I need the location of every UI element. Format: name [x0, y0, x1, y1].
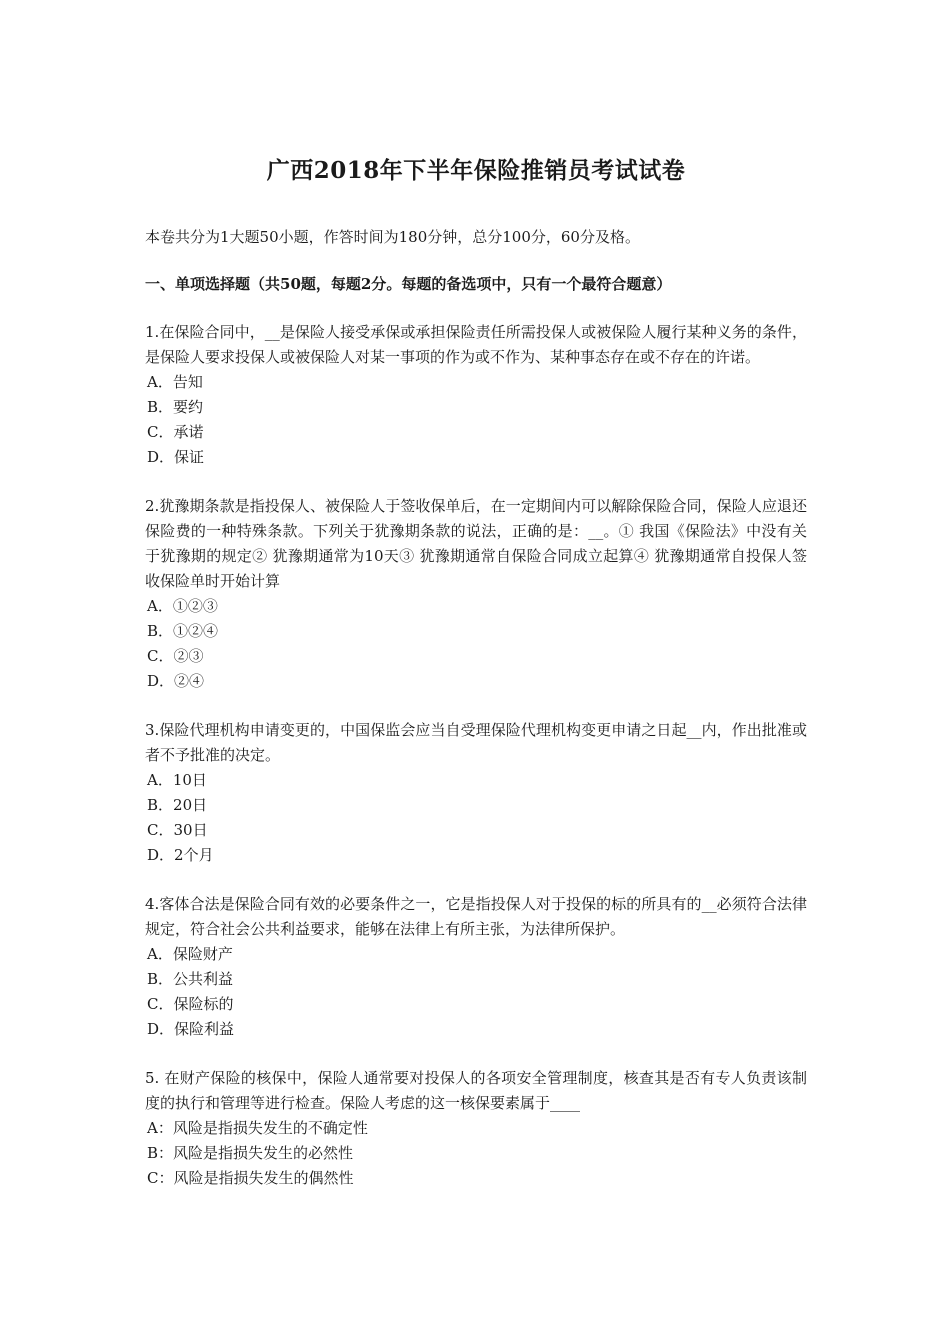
- option-a: A：风险是指损失发生的不确定性: [147, 1119, 368, 1137]
- option-a: A．10日: [147, 771, 207, 789]
- option-b: B．公共利益: [147, 970, 234, 988]
- question-stem: 5. 在财产保险的核保中，保险人通常要对投保人的各项安全管理制度，核查其是否有专人负责该制度的执行和管理等进行检查。保险人考虑的这一核保要素属于____: [145, 1069, 807, 1112]
- question-stem: 4.客体合法是保险合同有效的必要条件之一，它是指投保人对于投保的标的所具有的__必须符合法律规定，符合社会公共利益要求，能够在法律上有所主张，为法律所保护。: [145, 895, 807, 938]
- question-stem: 2.犹豫期条款是指投保人、被保险人于签收保单后，在一定期间内可以解除保险合同，保险人应退还保险费的一种特殊条款。下列关于犹豫期条款的说法，正确的是：__。① 我国《保险法》中没有关于犹豫期的规定② 犹豫期通常为10天③ 犹豫期通常自保险合同成立起算④ 犹豫期通常自投保人签收保险单时开始计算: [145, 497, 807, 590]
- option-d: D．保证: [147, 448, 205, 466]
- option-c: C．②③: [147, 647, 204, 665]
- question-3: [145, 718, 807, 868]
- option-c: C．承诺: [147, 423, 204, 441]
- option-a: A．保险财产: [147, 945, 233, 963]
- question-4: [145, 892, 807, 1042]
- question-1: [145, 320, 807, 470]
- option-c: C．保险标的: [147, 995, 234, 1013]
- section-heading: 一、单项选择题（共50题，每题2分。每题的备选项中，只有一个最符合题意）: [145, 275, 672, 293]
- option-c: C．30日: [147, 821, 208, 839]
- option-a: A．①②③: [147, 597, 218, 615]
- option-b: B：风险是指损失发生的必然性: [147, 1144, 354, 1162]
- exam-intro: 本卷共分为1大题50小题，作答时间为180分钟，总分100分，60分及格。: [145, 228, 640, 246]
- document-content: [145, 155, 807, 1191]
- question-5: [145, 1066, 807, 1191]
- option-c: C：风险是指损失发生的偶然性: [147, 1169, 354, 1187]
- question-2: [145, 494, 807, 694]
- option-d: D．2个月: [147, 846, 214, 864]
- option-b: B．①②④: [147, 622, 219, 640]
- question-stem: 3.保险代理机构申请变更的，中国保监会应当自受理保险代理机构变更申请之日起__内，作出批准或者不予批准的决定。: [145, 721, 807, 764]
- question-stem: 1.在保险合同中，__是保险人接受承保或承担保险责任所需投保人或被保险人履行某种义务的条件，是保险人要求投保人或被保险人对某一事项的作为或不作为、某种事态存在或不存在的许诺。: [145, 323, 807, 366]
- page-title: 广西2018年下半年保险推销员考试试卷: [266, 157, 686, 184]
- option-a: A．告知: [147, 373, 203, 391]
- option-d: D．保险利益: [147, 1020, 235, 1038]
- option-b: B．20日: [147, 796, 208, 814]
- option-b: B．要约: [147, 398, 204, 416]
- option-d: D．②④: [147, 672, 205, 690]
